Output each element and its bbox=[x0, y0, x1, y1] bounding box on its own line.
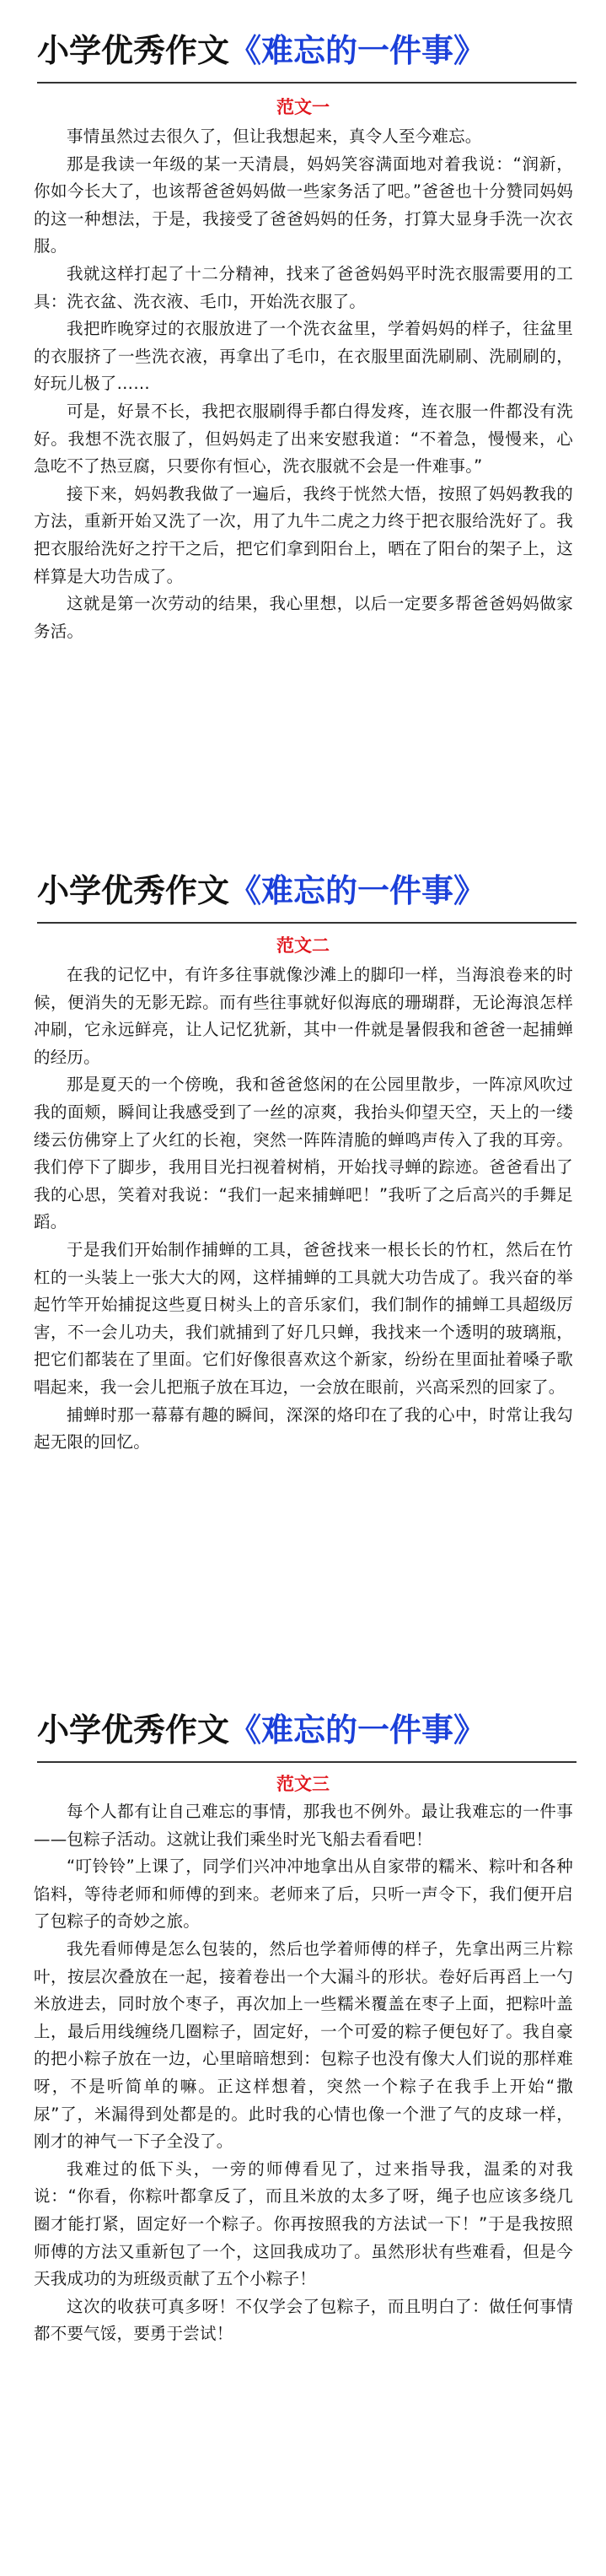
paragraph: 捕蝉时那一幕幕有趣的瞬间，深深的烙印在了我的心中，时常让我勾起无限的回忆。 bbox=[34, 1404, 573, 1452]
title-essay-name: 《难忘的一件事》 bbox=[229, 32, 486, 69]
paragraph: 那是夏天的一个傍晚，我和爸爸悠闲的在公园里散步，一阵凉风吹过我的面颊，瞬间让我感受到了一丝的凉爽，我抬头仰望天空，天上的一缕缕云仿佛穿上了火红的长袍，突然一阵阵清脆的蝉鸣声传入了我的耳旁。我们停下了脚步，我用目光扫视着树梢，开始找寻蝉的踪迹。爸爸看出了我的心思，笑着对我说：“我们一起来捕蝉吧！”我听了之后高兴的手舞足蹈。 bbox=[34, 1075, 573, 1232]
paragraph: 这就是第一次劳动的结果，我心里想，以后一定要多帮爸爸妈妈做家务活。 bbox=[34, 594, 573, 641]
paragraph: 我先看师傅是怎么包装的，然后也学着师傅的样子，先拿出两三片粽叶，按层次叠放在一起，接着卷出一个大漏斗的形状。卷好后再舀上一勺米放进去，同时放个枣子，再次加上一些糯米覆盖在枣子上面，把粽叶盖上，最后用线缠绕几圈粽子，固定好，一个可爱的粽子便包好了。我自豪的把小粽子放在一边，心里暗暗想到：包粽子也没有像大人们说的那样难呀，不是听简单的嘛。正这样想着，突然一个粽子在我手上开始“撒尿”了，米漏得到处都是的。此时我的心情也像一个泄了气的皮球一样，刚才的神气一下子全没了。 bbox=[34, 1938, 573, 2152]
essay-title bbox=[37, 20, 577, 81]
essay-title bbox=[37, 860, 577, 921]
title-essay-name: 《难忘的一件事》 bbox=[229, 1711, 486, 1749]
title-main: 小学优秀作文 bbox=[37, 872, 230, 909]
paragraph: 事情虽然过去很久了，但让我想起来，真令人至今难忘。 bbox=[67, 127, 482, 146]
essay-section-3 bbox=[0, 1695, 606, 2576]
essay-label: 范文三 bbox=[276, 1774, 330, 1794]
essay-label: 范文一 bbox=[276, 97, 330, 117]
title-underline bbox=[37, 82, 577, 84]
paragraph: “叮铃铃”上课了，同学们兴冲冲地拿出从自家带的糯米、粽叶和各种馅料，等待老师和师傅的到来。老师来了后，只听一声令下，我们便开启了包粽子的奇妙之旅。 bbox=[34, 1857, 573, 1932]
essay-section-1 bbox=[0, 0, 606, 843]
paragraph: 我难过的低下头，一旁的师傅看见了，过来指导我，温柔的对我说：“你看，你粽叶都拿反了，而且米放的太多了呀，绳子也应该多绕几圈才能打紧，固定好一个粽子。你再按照我的方法试一下！”于是我按照师傅的方法又重新包了一个，这回我成功了。虽然形状有些难看，但是今天我成功的为班级贡献了五个小粽子！ bbox=[34, 2158, 573, 2289]
essay-body bbox=[34, 123, 573, 645]
paragraph: 我把昨晚穿过的衣服放进了一个洗衣盆里，学着妈妈的样子，往盆里的衣服挤了一些洗衣液，再拿出了毛巾，在衣服里面洗刷刷、洗刷刷的，好玩儿极了…… bbox=[34, 319, 573, 394]
title-main: 小学优秀作文 bbox=[37, 1711, 230, 1749]
paragraph: 在我的记忆中，有许多往事就像沙滩上的脚印一样，当海浪卷来的时候，便消失的无影无踪。而有些往事就好似海底的珊瑚群，无论海浪怎样冲刷，它永远鲜亮，让人记忆犹新，其中一件就是暑假我和爸爸一起捕蝉的经历。 bbox=[34, 965, 573, 1067]
title-essay-name: 《难忘的一件事》 bbox=[229, 872, 486, 909]
essay-section-2 bbox=[0, 843, 606, 1695]
paragraph: 接下来，妈妈教我做了一遍后，我终于恍然大悟，按照了妈妈教我的方法，重新开始又洗了一次，用了九牛二虎之力终于把衣服给洗好了。我把衣服给洗好之拧干之后，把它们拿到阳台上，晒在了阳台的架子上，这样算是大功告成了。 bbox=[34, 483, 573, 586]
paragraph: 可是，好景不长，我把衣服刷得手都白得发疼，连衣服一件都没有洗好。我想不洗衣服了，但妈妈走了出来安慰我道：“不着急，慢慢来，心急吃不了热豆腐，只要你有恒心，洗衣服就不会是一件难事。” bbox=[34, 401, 573, 477]
essay-body bbox=[34, 962, 573, 1457]
essay-label: 范文二 bbox=[276, 935, 330, 956]
essay-body bbox=[34, 1798, 573, 2348]
title-underline bbox=[37, 1761, 577, 1763]
paragraph: 每个人都有让自己难忘的事情，那我也不例外。最让我难忘的一件事——包粽子活动。这就让我们乘坐时光飞船去看看吧！ bbox=[34, 1802, 573, 1849]
paragraph: 于是我们开始制作捕蝉的工具，爸爸找来一根长长的竹杠，然后在竹杠的一头装上一张大大的网，这样捕蝉的工具就大功告成了。我兴奋的举起竹竿开始捕捉这些夏日树头上的音乐家们，我们制作的捕蝉工具超级厉害，不一会儿功夫，我们就捕到了好几只蝉，我找来一个透明的玻璃瓶，把它们都装在了里面。它们好像很喜欢这个新家，纷纷在里面扯着嗓子歌唱起来，我一会儿把瓶子放在耳边，一会放在眼前，兴高采烈的回家了。 bbox=[34, 1239, 573, 1397]
essay-title bbox=[37, 1700, 577, 1760]
paragraph: 我就这样打起了十二分精神，找来了爸爸妈妈平时洗衣服需要用的工具：洗衣盆、洗衣液、毛巾，开始洗衣服了。 bbox=[34, 263, 573, 311]
paragraph: 这次的收获可真多呀！不仅学会了包粽子，而且明白了：做任何事情都不要气馁，要勇于尝试！ bbox=[34, 2296, 573, 2344]
title-main: 小学优秀作文 bbox=[37, 32, 230, 69]
paragraph: 那是我读一年级的某一天清晨，妈妈笑容满面地对着我说：“润新，你如今长大了，也该帮爸爸妈妈做一些家务活了吧。”爸爸也十分赞同妈妈的这一种想法，于是，我接受了爸爸妈妈的任务，打算大显身手洗一次衣服。 bbox=[34, 154, 573, 256]
title-underline bbox=[37, 922, 577, 924]
